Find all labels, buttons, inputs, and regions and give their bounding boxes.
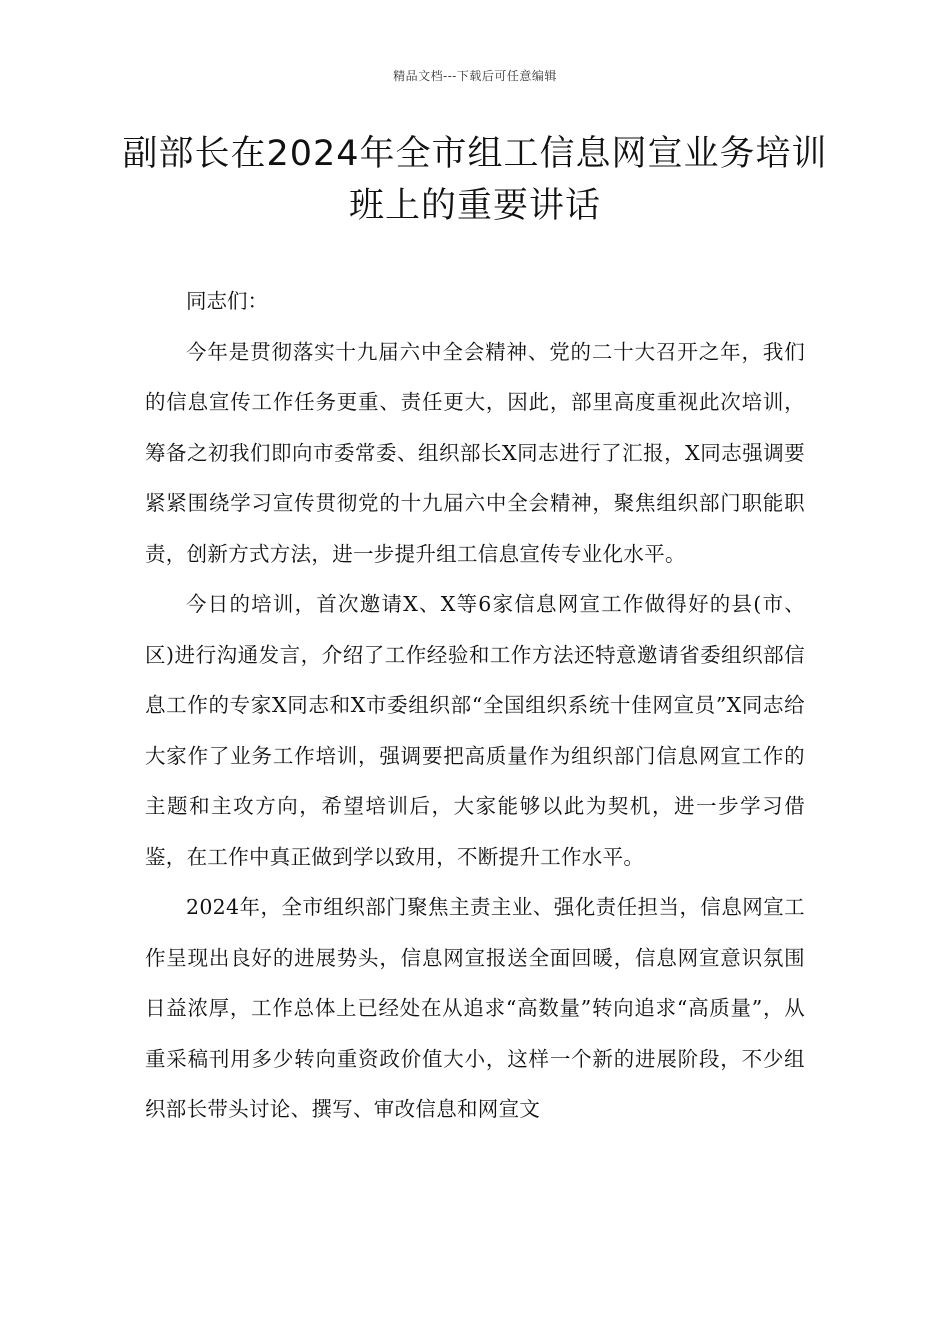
document-body [145,276,805,1135]
paragraph-2: 今日的培训，首次邀请X、X等6家信息网宣工作做得好的县(市、区)进行沟通发言，介绍了工作经验和工作方法还特意邀请省委组织部信息工作的专家X同志和X市委组织部“全国组织系统十佳网宣员”X同志给大家作了业务工作培训，强调要把高质量作为组织部门信息网宣工作的主题和主攻方向，希望培训后，大家能够以此为契机，进一步学习借鉴，在工作中真正做到学以致用，不断提升工作水平。 [145,592,805,869]
salutation: 同志们： [186,289,268,313]
document-title: 副部长在2024年全市组工信息网宣业务培训班上的重要讲话 [122,134,828,226]
paragraph-3: 2024年，全市组织部门聚焦主责主业、强化责任担当，信息网宣工作呈现出良好的进展势头，信息网宣报送全面回暖，信息网宣意识氛围日益浓厚，工作总体上已经处在从追求“高数量”转向追求“高质量”，从重采稿刊用多少转向重资政价值大小，这样一个新的进展阶段，不少组织部长带头讨论、撰写、审改信息和网宣文 [145,895,805,1121]
header-note: 精品文档---下载后可任意编辑 [393,69,557,83]
paragraph-1: 今年是贯彻落实十九届六中全会精神、党的二十大召开之年，我们的信息宣传工作任务更重、责任更大，因此，部里高度重视此次培训，筹备之初我们即向市委常委、组织部长X同志进行了汇报，X同志强调要紧紧围绕学习宣传贯彻党的十九届六中全会精神，聚焦组织部门职能职责，创新方式方法，进一步提升组工信息宣传专业化水平。 [145,339,805,566]
